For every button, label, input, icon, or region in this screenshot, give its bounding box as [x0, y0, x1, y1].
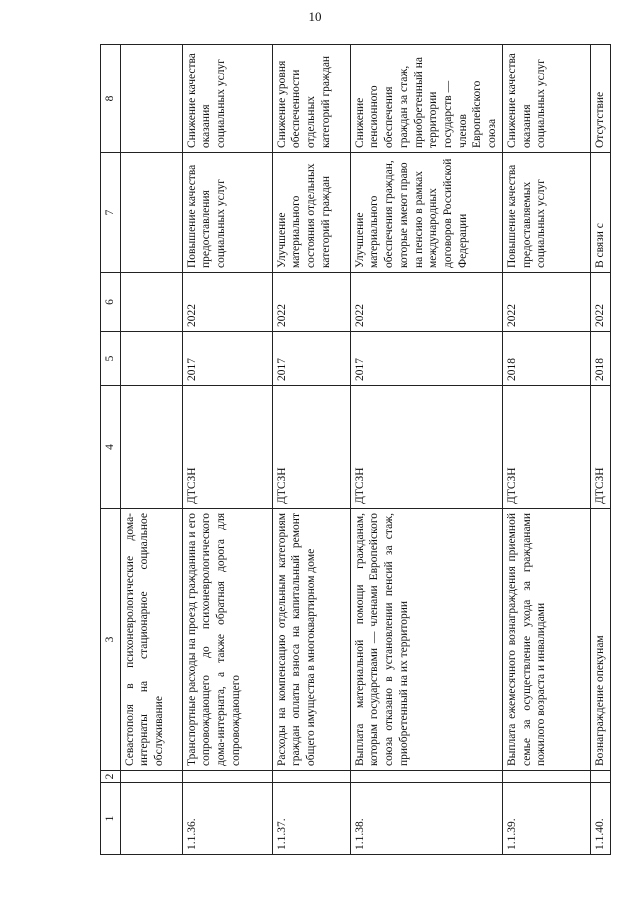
measure-description: Расходы на компенсацию отдельным категориям граждан оплаты взноса на капитальный ремонт общего имущества в многоквартирном доме: [272, 509, 350, 771]
executor: ДТСЗН: [272, 386, 350, 509]
end-year: 2022: [502, 273, 590, 332]
end-year: 2022: [272, 273, 350, 332]
end-year: 2022: [350, 273, 502, 332]
table-row: [120, 45, 182, 855]
table-row: [590, 45, 610, 855]
consequences: Снижение качества оказания социальных услуг: [502, 45, 590, 153]
expected-result: В связи с: [590, 153, 610, 273]
end-year: [120, 273, 182, 332]
header-col-2: 2: [101, 771, 121, 783]
measure-description: Выплата материальной помощи гражданам, которым государствами — членами Европейского союза отказано в установлении пенсий за стаж, приобретенный на их территории: [350, 509, 502, 771]
header-col-1: 1: [101, 783, 121, 855]
table-row: [350, 45, 502, 855]
start-year: 2017: [350, 332, 502, 386]
header-col-7: 7: [101, 153, 121, 273]
row-number: 1.1.38.: [350, 783, 502, 855]
consequences: [120, 45, 182, 153]
end-year: 2022: [590, 273, 610, 332]
measure-description: Транспортные расходы на проезд гражданина и его сопровождающего до психоневрологического дома-интерната, а также обратная дорога для сопровождающего: [182, 509, 272, 771]
executor: ДТСЗН: [350, 386, 502, 509]
cell-col-2: [182, 771, 272, 783]
header-row: [101, 45, 121, 855]
table-row: [502, 45, 590, 855]
expected-result: Повышение качества предоставляемых социальных услуг: [502, 153, 590, 273]
start-year: 2018: [502, 332, 590, 386]
expected-result: Улучшение материального обеспечения граждан, которые имеют право на пенсию в рамках международных договоров Российской Федерации: [350, 153, 502, 273]
measure-description: Выплата ежемесячного вознаграждения приемной семье за осуществление ухода за гражданами пожилого возраста и инвалидами: [502, 509, 590, 771]
table-row: [272, 45, 350, 855]
expected-result: [120, 153, 182, 273]
consequences: Снижение качества оказания социальных услуг: [182, 45, 272, 153]
executor: ДТСЗН: [182, 386, 272, 509]
start-year: 2018: [590, 332, 610, 386]
row-number: 1.1.37.: [272, 783, 350, 855]
start-year: [120, 332, 182, 386]
row-number: 1.1.40.: [590, 783, 610, 855]
cell-col-2: [272, 771, 350, 783]
executor: [120, 386, 182, 509]
cell-col-2: [120, 771, 182, 783]
row-number: [120, 783, 182, 855]
consequences: Отсутствие: [590, 45, 610, 153]
executor: ДТСЗН: [590, 386, 610, 509]
page-number: 10: [308, 9, 322, 24]
executor: ДТСЗН: [502, 386, 590, 509]
header-col-4: 4: [101, 386, 121, 509]
header-col-3: 3: [101, 509, 121, 771]
measure-description: Вознаграждение опекунам: [590, 509, 610, 771]
row-number: 1.1.39.: [502, 783, 590, 855]
measure-description: Севастополя в психоневрологические дома-интернаты на стационарное социальное обслуживание: [120, 509, 182, 771]
consequences: Снижение пенсионного обеспечения граждан за стаж, приобретенный на территории государств — членов Европейского союза: [350, 45, 502, 153]
consequences: Снижение уровня обеспеченности отдельных категорий граждан: [272, 45, 350, 153]
header-col-6: 6: [101, 273, 121, 332]
header-col-8: 8: [101, 45, 121, 153]
program-measures-table: [100, 44, 611, 855]
end-year: 2022: [182, 273, 272, 332]
start-year: 2017: [182, 332, 272, 386]
start-year: 2017: [272, 332, 350, 386]
cell-col-2: [502, 771, 590, 783]
cell-col-2: [590, 771, 610, 783]
header-col-5: 5: [101, 332, 121, 386]
table-row: [182, 45, 272, 855]
rotated-table-wrapper: [100, 45, 606, 855]
expected-result: Повышение качества предоставления социальных услуг: [182, 153, 272, 273]
expected-result: Улучшение материального состояния отдельных категорий граждан: [272, 153, 350, 273]
cell-col-2: [350, 771, 502, 783]
row-number: 1.1.36.: [182, 783, 272, 855]
